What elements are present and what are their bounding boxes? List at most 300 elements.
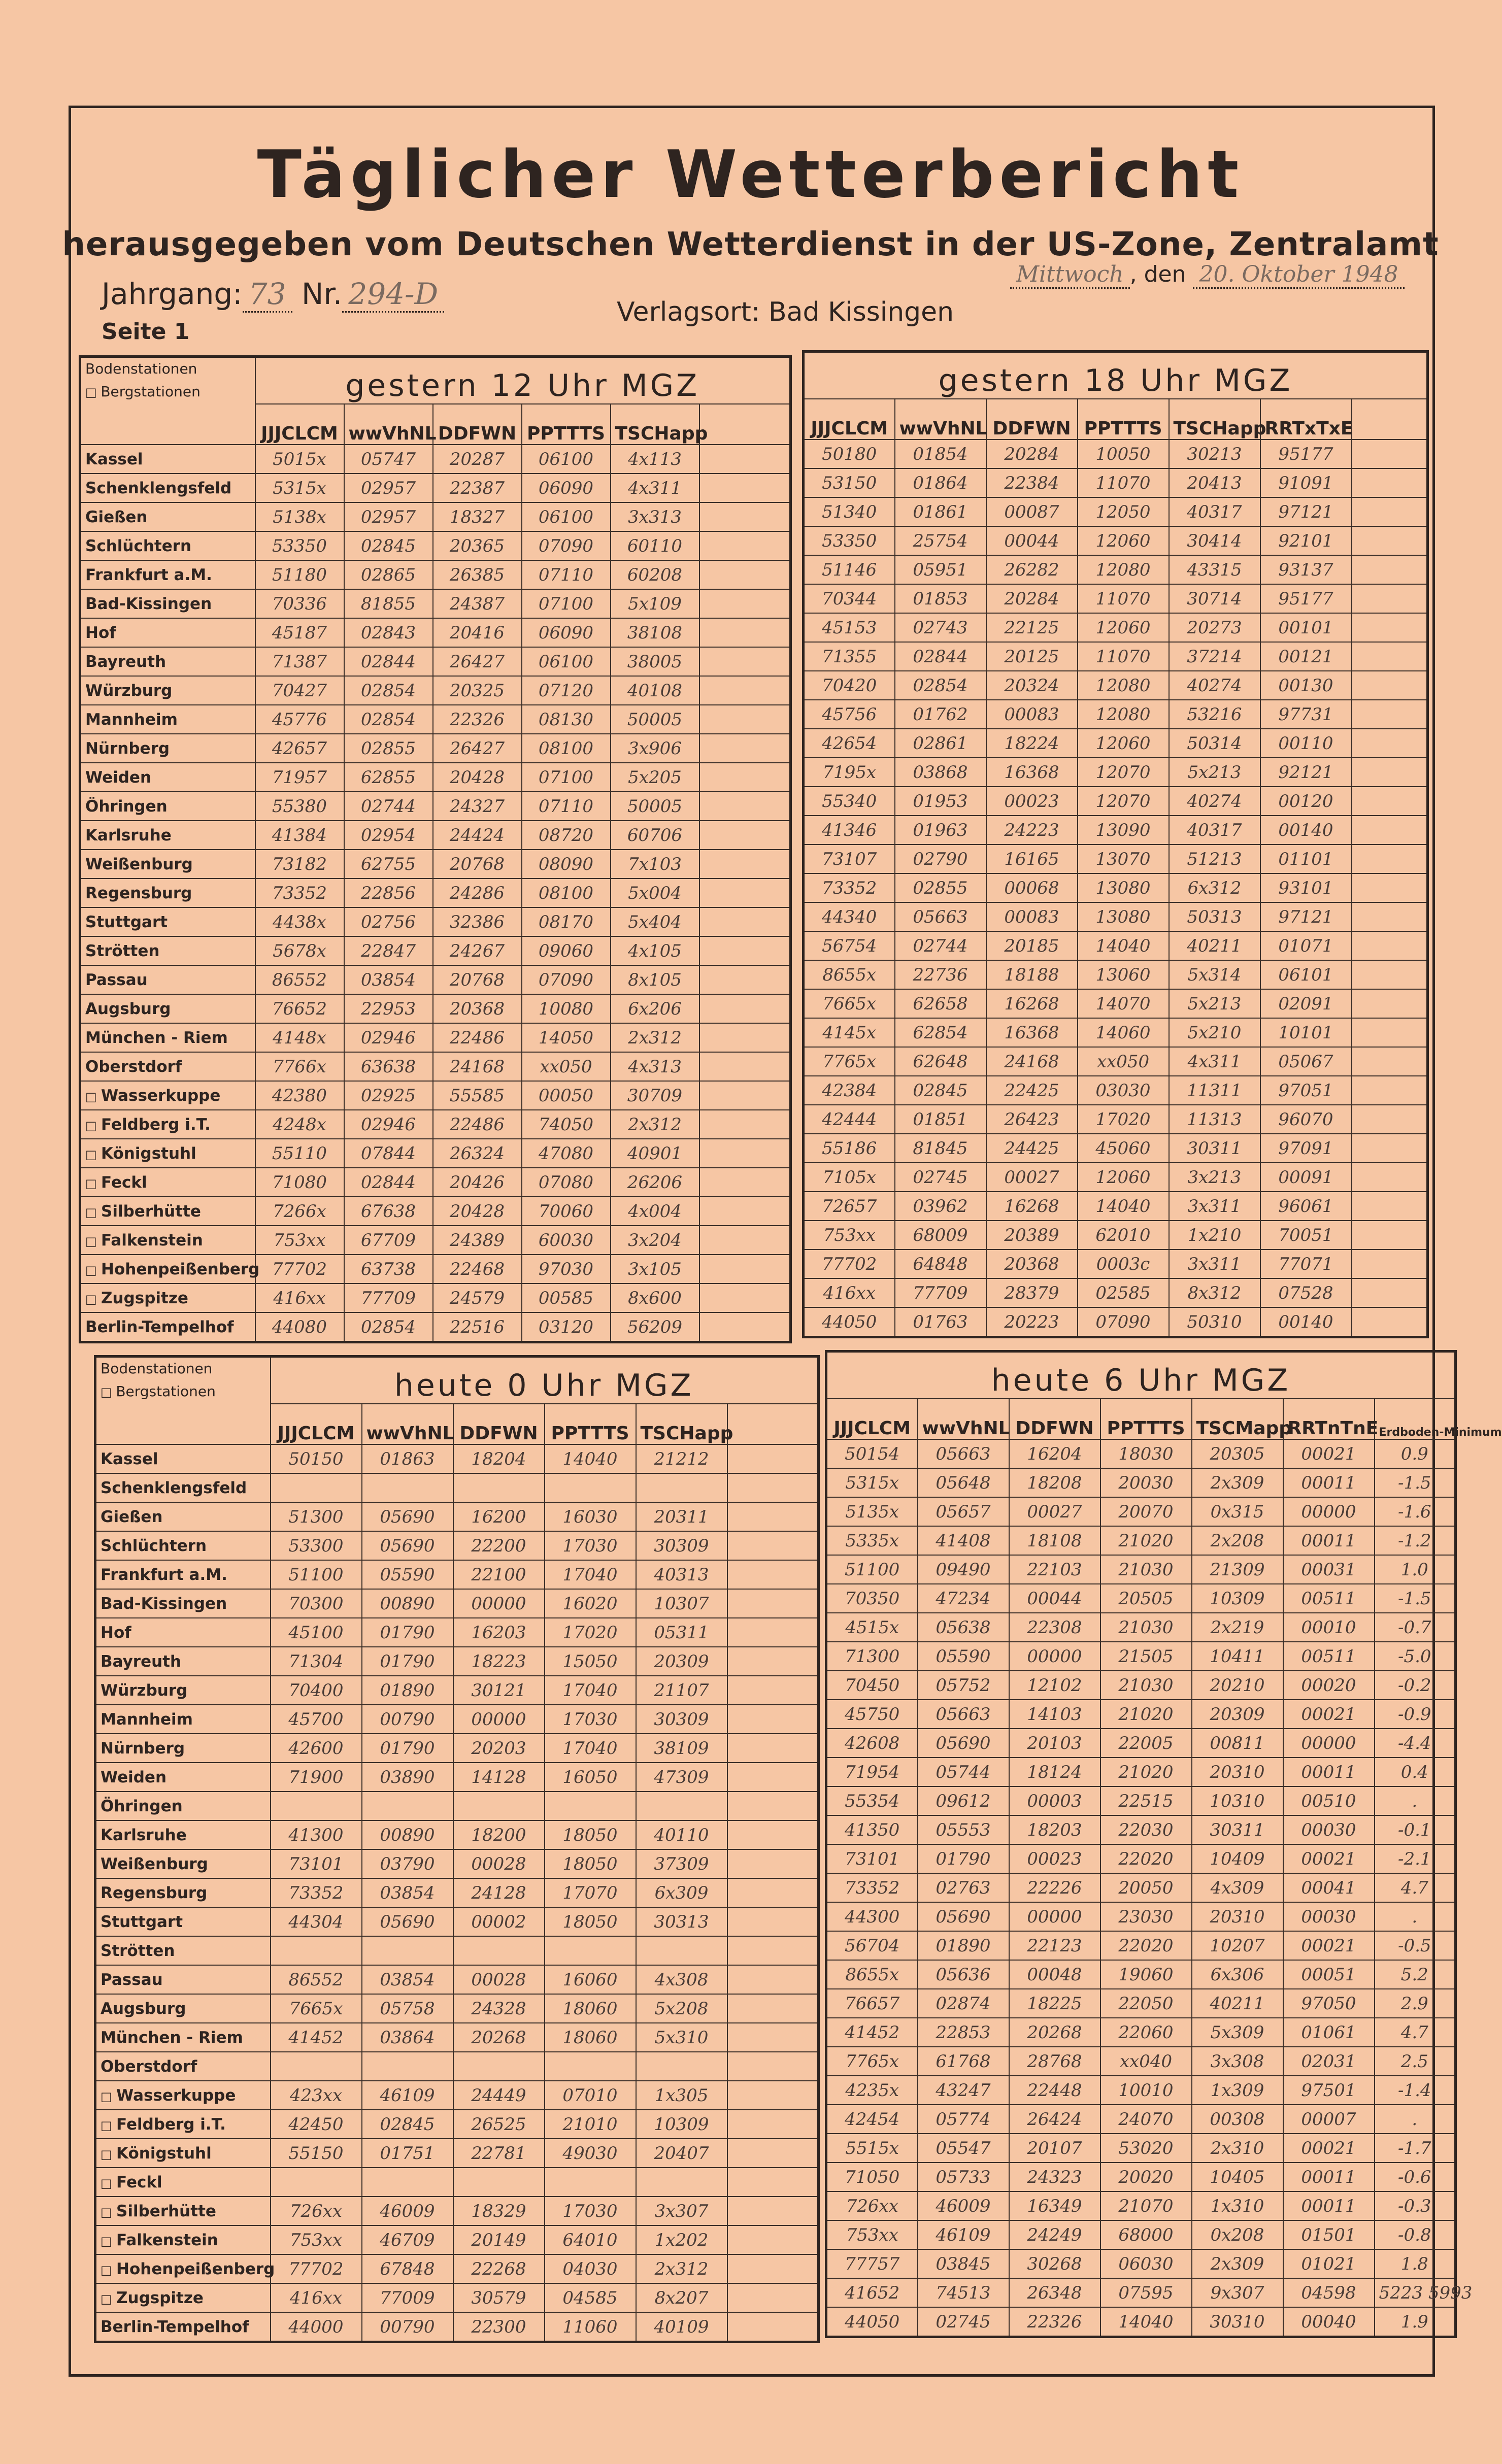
- data-cell: 55340: [804, 787, 895, 816]
- table-row: [80, 1139, 791, 1168]
- table-row: [826, 2307, 1456, 2337]
- data-cell: 05663: [918, 1439, 1009, 1468]
- data-cell: 17020: [1078, 1105, 1169, 1134]
- data-cell: 56754: [804, 931, 895, 960]
- data-cell: 41346: [804, 816, 895, 845]
- data-cell: 97030: [522, 1255, 611, 1284]
- station-name: [80, 734, 255, 763]
- data-cell: 22387: [433, 474, 522, 502]
- data-cell: 2x312: [611, 1023, 699, 1052]
- data-cell: 16200: [453, 1502, 545, 1531]
- data-cell: 00050: [522, 1081, 611, 1110]
- data-cell: 70336: [255, 589, 344, 618]
- data-cell: 62658: [895, 989, 986, 1018]
- data-cell: 55110: [255, 1139, 344, 1168]
- station-name: [95, 2023, 271, 2052]
- station-name: [95, 1994, 271, 2023]
- station-name: [95, 1473, 271, 1502]
- data-cell: 62854: [895, 1018, 986, 1047]
- data-cell: 726xx: [826, 2191, 918, 2220]
- data-cell: 1x309: [1192, 2076, 1283, 2105]
- data-cell: 60030: [522, 1226, 611, 1255]
- data-cell: 07010: [545, 2081, 636, 2110]
- data-cell: 7266x: [255, 1197, 344, 1226]
- table-row: [95, 1560, 819, 1589]
- data-cell: 22050: [1100, 1989, 1192, 2018]
- data-cell: 00044: [986, 526, 1078, 555]
- data-cell: 50313: [1169, 902, 1260, 931]
- data-cell: 40317: [1169, 497, 1260, 526]
- data-cell: 24286: [433, 879, 522, 907]
- column-header: TSCHapp: [636, 1404, 727, 1444]
- data-cell: 20368: [986, 1250, 1078, 1278]
- table-row: [80, 1312, 791, 1342]
- data-cell: 44080: [255, 1312, 344, 1342]
- station-label: München - Riem: [101, 2028, 243, 2047]
- data-cell: xx040: [1100, 2047, 1192, 2076]
- data-cell: 26206: [611, 1168, 699, 1197]
- data-cell: 18327: [433, 502, 522, 531]
- data-cell: 20407: [636, 2139, 727, 2168]
- table-row: [80, 965, 791, 994]
- table-row: [826, 1671, 1456, 1700]
- data-cell: 20210: [1192, 1671, 1283, 1700]
- square-symbol-icon: □: [101, 2118, 117, 2133]
- data-cell: 01790: [362, 1647, 453, 1676]
- data-cell: [636, 1473, 727, 1502]
- table-row: [826, 2018, 1456, 2047]
- data-cell: 62648: [895, 1047, 986, 1076]
- data-cell: 30579: [453, 2283, 545, 2312]
- data-cell: 21030: [1100, 1671, 1192, 1700]
- data-cell: 40317: [1169, 816, 1260, 845]
- station-label: Karlsruhe: [101, 1826, 187, 1844]
- empty-cell: [699, 589, 791, 618]
- station-name: [80, 589, 255, 618]
- data-cell: 14040: [545, 1444, 636, 1473]
- data-cell: 13090: [1078, 816, 1169, 845]
- data-cell: 77709: [895, 1278, 986, 1307]
- data-cell: 02790: [895, 845, 986, 873]
- data-cell: 13070: [1078, 845, 1169, 873]
- data-cell: 47309: [636, 1763, 727, 1792]
- empty-cell: [1352, 1163, 1428, 1192]
- data-cell: 97121: [1260, 902, 1352, 931]
- data-cell: 18030: [1100, 1439, 1192, 1468]
- empty-cell: [727, 1734, 819, 1763]
- data-cell: 03854: [344, 965, 433, 994]
- data-cell: 03890: [362, 1763, 453, 1792]
- empty-cell: [1352, 873, 1428, 902]
- data-cell: 97501: [1283, 2076, 1375, 2105]
- data-cell: 55380: [255, 792, 344, 821]
- empty-cell: [1352, 902, 1428, 931]
- data-cell: 73101: [271, 1849, 362, 1878]
- data-cell: 24449: [453, 2081, 545, 2110]
- data-cell: 8x105: [611, 965, 699, 994]
- station-label: Strötten: [85, 941, 160, 960]
- station-name: [95, 1965, 271, 1994]
- station-name: [95, 1792, 271, 1820]
- data-cell: 01963: [895, 816, 986, 845]
- verlagsort: Verlagsort: Bad Kissingen: [617, 297, 954, 327]
- data-cell: 50005: [611, 792, 699, 821]
- station-name: [95, 1907, 271, 1936]
- data-cell: 77009: [362, 2283, 453, 2312]
- station-label: Hohenpeißenberg: [116, 2259, 275, 2278]
- empty-cell: [727, 2168, 819, 2197]
- data-cell: 01790: [362, 1618, 453, 1647]
- data-cell: [545, 1936, 636, 1965]
- station-name: [95, 2168, 271, 2197]
- data-cell: 16020: [545, 1589, 636, 1618]
- data-cell: 05951: [895, 555, 986, 584]
- empty-cell: [727, 1763, 819, 1792]
- data-cell: 726xx: [271, 2197, 362, 2225]
- data-cell: 07090: [1078, 1307, 1169, 1337]
- station-name: [95, 1820, 271, 1849]
- data-cell: 18124: [1009, 1758, 1100, 1786]
- data-cell: 02845: [362, 2110, 453, 2139]
- station-label: Bad-Kissingen: [101, 1594, 227, 1613]
- table-row: [804, 700, 1428, 729]
- empty-cell: [699, 474, 791, 502]
- station-name: [80, 647, 255, 676]
- data-cell: 16203: [453, 1618, 545, 1647]
- table-row: [804, 584, 1428, 613]
- data-cell: 05744: [918, 1758, 1009, 1786]
- station-corner: [95, 1357, 271, 1445]
- data-cell: 05638: [918, 1613, 1009, 1642]
- data-cell: 00140: [1260, 1307, 1352, 1337]
- banner-row: [95, 1357, 819, 1404]
- table-row: [804, 989, 1428, 1018]
- data-cell: 40211: [1169, 931, 1260, 960]
- data-cell: 1x202: [636, 2225, 727, 2254]
- data-cell: 00003: [1009, 1786, 1100, 1815]
- data-cell: -4.4: [1375, 1729, 1456, 1758]
- station-name: [95, 1878, 271, 1907]
- empty-cell: [727, 1907, 819, 1936]
- data-cell: 02745: [895, 1163, 986, 1192]
- data-cell: 44000: [271, 2312, 362, 2342]
- data-cell: 24168: [986, 1047, 1078, 1076]
- table-row: [95, 2225, 819, 2254]
- table-row: [80, 792, 791, 821]
- station-label: Karlsruhe: [85, 826, 172, 845]
- data-cell: 2x208: [1192, 1526, 1283, 1555]
- data-cell: 4438x: [255, 907, 344, 936]
- empty-cell: [699, 936, 791, 965]
- station-name: [80, 792, 255, 821]
- data-cell: 17030: [545, 1531, 636, 1560]
- table-row: [804, 787, 1428, 816]
- data-cell: 22030: [1100, 1815, 1192, 1844]
- data-cell: 0.4: [1375, 1758, 1456, 1786]
- table-row: [804, 1105, 1428, 1134]
- jahrgang-line: [102, 277, 444, 311]
- station-name: [95, 1647, 271, 1676]
- data-cell: 13080: [1078, 873, 1169, 902]
- data-cell: 21020: [1100, 1526, 1192, 1555]
- data-cell: 14128: [453, 1763, 545, 1792]
- data-cell: 06090: [522, 618, 611, 647]
- data-cell: 46709: [362, 2225, 453, 2254]
- data-cell: 20107: [1009, 2134, 1100, 2163]
- data-cell: 753xx: [804, 1221, 895, 1250]
- data-cell: 20413: [1169, 468, 1260, 497]
- empty-cell: [1352, 1192, 1428, 1221]
- data-cell: 40901: [611, 1139, 699, 1168]
- empty-cell: [699, 879, 791, 907]
- table-row: [95, 1820, 819, 1849]
- data-cell: 07110: [522, 792, 611, 821]
- data-cell: 00028: [453, 1849, 545, 1878]
- data-cell: 18200: [453, 1820, 545, 1849]
- data-cell: 416xx: [804, 1278, 895, 1307]
- data-cell: 20070: [1100, 1497, 1192, 1526]
- data-cell: 10307: [636, 1589, 727, 1618]
- station-label: Öhringen: [101, 1797, 183, 1815]
- station-label: Nürnberg: [85, 739, 170, 758]
- table-row: [95, 2139, 819, 2168]
- station-name: [80, 474, 255, 502]
- data-cell: 47080: [522, 1139, 611, 1168]
- table-row: [80, 1197, 791, 1226]
- table-row: [95, 1878, 819, 1907]
- station-name: [80, 531, 255, 560]
- data-cell: 00091: [1260, 1163, 1352, 1192]
- data-cell: 10050: [1078, 440, 1169, 468]
- data-cell: 00007: [1283, 2105, 1375, 2134]
- data-cell: 24387: [433, 589, 522, 618]
- data-cell: 92101: [1260, 526, 1352, 555]
- data-cell: 70051: [1260, 1221, 1352, 1250]
- data-cell: 14040: [1078, 1192, 1169, 1221]
- table-row: [80, 705, 791, 734]
- data-cell: 01851: [895, 1105, 986, 1134]
- data-cell: 77702: [255, 1255, 344, 1284]
- data-cell: 7x103: [611, 850, 699, 879]
- table-row: [826, 1555, 1456, 1584]
- station-label: Feckl: [116, 2173, 162, 2191]
- data-cell: 00120: [1260, 787, 1352, 816]
- data-cell: 20428: [433, 1197, 522, 1226]
- data-cell: 26423: [986, 1105, 1078, 1134]
- data-cell: 14103: [1009, 1700, 1100, 1729]
- station-label: Königstuhl: [101, 1144, 196, 1163]
- data-cell: 00000: [1283, 1497, 1375, 1526]
- table-row: [826, 2134, 1456, 2163]
- square-symbol-icon: □: [101, 2234, 117, 2248]
- data-cell: 07090: [522, 531, 611, 560]
- data-cell: 24223: [986, 816, 1078, 845]
- table-row: [804, 1134, 1428, 1163]
- data-cell: 40313: [636, 1560, 727, 1589]
- empty-cell: [1352, 960, 1428, 989]
- data-cell: 42444: [804, 1105, 895, 1134]
- table-row: [95, 1792, 819, 1820]
- data-cell: [545, 1473, 636, 1502]
- data-cell: 01762: [895, 700, 986, 729]
- station-label: Berlin-Tempelhof: [85, 1318, 234, 1336]
- data-cell: 07844: [344, 1139, 433, 1168]
- data-cell: 71957: [255, 763, 344, 792]
- table-row: [826, 1468, 1456, 1497]
- data-cell: 7765x: [804, 1047, 895, 1076]
- data-cell: -0.1: [1375, 1815, 1456, 1844]
- square-symbol-icon: □: [85, 1263, 102, 1277]
- table-row: [80, 676, 791, 705]
- station-label: Schlüchtern: [101, 1536, 207, 1555]
- data-cell: 45750: [826, 1700, 918, 1729]
- data-cell: 64848: [895, 1250, 986, 1278]
- data-cell: 22125: [986, 613, 1078, 642]
- empty-cell: [1352, 555, 1428, 584]
- station-label: Bayreuth: [85, 652, 166, 671]
- data-cell: 41350: [826, 1815, 918, 1844]
- empty-cell: [699, 1168, 791, 1197]
- table-row: [804, 468, 1428, 497]
- data-cell: 20309: [636, 1647, 727, 1676]
- table-row: [804, 816, 1428, 845]
- square-symbol-icon: □: [101, 2291, 117, 2306]
- column-header: PPTTTS: [522, 404, 611, 445]
- data-cell: 50005: [611, 705, 699, 734]
- data-cell: 01751: [362, 2139, 453, 2168]
- empty-cell: [1352, 1134, 1428, 1163]
- table-row: [804, 671, 1428, 700]
- data-cell: 01863: [362, 1444, 453, 1473]
- station-label: Wasserkuppe: [116, 2086, 236, 2105]
- data-cell: 30213: [1169, 440, 1260, 468]
- empty-cell: [1352, 989, 1428, 1018]
- data-cell: 02854: [344, 1312, 433, 1342]
- data-cell: [545, 2168, 636, 2197]
- data-cell: 5x213: [1169, 758, 1260, 787]
- data-cell: 02925: [344, 1081, 433, 1110]
- table-row: [804, 497, 1428, 526]
- table-row: [804, 873, 1428, 902]
- data-cell: 00051: [1283, 1960, 1375, 1989]
- data-cell: 04598: [1283, 2278, 1375, 2307]
- data-cell: 70420: [804, 671, 895, 700]
- data-cell: 20311: [636, 1502, 727, 1531]
- station-name: [80, 1197, 255, 1226]
- data-cell: 02843: [344, 618, 433, 647]
- data-cell: 2x309: [1192, 2249, 1283, 2278]
- data-cell: 16368: [986, 1018, 1078, 1047]
- data-cell: 26282: [986, 555, 1078, 584]
- data-cell: 00021: [1283, 1700, 1375, 1729]
- data-cell: 5x210: [1169, 1018, 1260, 1047]
- data-cell: 5135x: [826, 1497, 918, 1526]
- empty-cell: [1352, 758, 1428, 787]
- station-label: Augsburg: [85, 999, 171, 1018]
- data-cell: 22468: [433, 1255, 522, 1284]
- table-row: [95, 1676, 819, 1705]
- column-header: JJJCLCM: [255, 404, 344, 445]
- data-cell: 19060: [1100, 1960, 1192, 1989]
- data-cell: 20324: [986, 671, 1078, 700]
- data-cell: [636, 2168, 727, 2197]
- data-cell: 20050: [1100, 1873, 1192, 1902]
- data-cell: 10310: [1192, 1786, 1283, 1815]
- data-cell: 62755: [344, 850, 433, 879]
- data-cell: 97121: [1260, 497, 1352, 526]
- data-cell: 62855: [344, 763, 433, 792]
- table-row: [826, 2076, 1456, 2105]
- table-row: [95, 2023, 819, 2052]
- data-cell: 20428: [433, 763, 522, 792]
- data-cell: 00023: [986, 787, 1078, 816]
- data-cell: 08100: [522, 734, 611, 763]
- data-cell: .: [1375, 1902, 1456, 1931]
- data-cell: 00101: [1260, 613, 1352, 642]
- data-cell: 18050: [545, 1907, 636, 1936]
- bodenstationen-label: Bodenstationen: [85, 360, 197, 377]
- data-cell: 51213: [1169, 845, 1260, 873]
- data-cell: 10409: [1192, 1844, 1283, 1873]
- data-cell: 4.7: [1375, 1873, 1456, 1902]
- data-cell: 24249: [1009, 2220, 1100, 2249]
- data-cell: 37309: [636, 1849, 727, 1878]
- data-cell: 02954: [344, 821, 433, 850]
- data-cell: 24425: [986, 1134, 1078, 1163]
- data-cell: 24327: [433, 792, 522, 821]
- data-cell: 53300: [271, 1531, 362, 1560]
- empty-cell: [727, 1444, 819, 1473]
- data-cell: 77071: [1260, 1250, 1352, 1278]
- station-name: [80, 1312, 255, 1342]
- data-cell: [453, 1473, 545, 1502]
- data-cell: 8x312: [1169, 1278, 1260, 1307]
- data-cell: 43315: [1169, 555, 1260, 584]
- data-cell: 37214: [1169, 642, 1260, 671]
- station-name: [80, 618, 255, 647]
- data-cell: 5315x: [826, 1468, 918, 1497]
- data-cell: 76652: [255, 994, 344, 1023]
- data-cell: 05663: [918, 1700, 1009, 1729]
- station-label: Frankfurt a.M.: [85, 565, 212, 584]
- data-cell: 20368: [433, 994, 522, 1023]
- station-label: Falkenstein: [116, 2231, 218, 2249]
- data-cell: 70400: [271, 1676, 362, 1705]
- data-cell: 22123: [1009, 1931, 1100, 1960]
- data-cell: 05690: [918, 1729, 1009, 1758]
- data-cell: 3x313: [611, 502, 699, 531]
- data-cell: 02844: [895, 642, 986, 671]
- data-cell: [545, 2052, 636, 2081]
- data-cell: 4x113: [611, 445, 699, 474]
- data-cell: 22847: [344, 936, 433, 965]
- table-row: [804, 729, 1428, 758]
- data-cell: 4515x: [826, 1613, 918, 1642]
- data-cell: 22425: [986, 1076, 1078, 1105]
- station-name: [80, 821, 255, 850]
- table-row: [804, 845, 1428, 873]
- data-cell: 44340: [804, 902, 895, 931]
- data-cell: 24070: [1100, 2105, 1192, 2134]
- station-label: Schenklengsfeld: [101, 1478, 247, 1497]
- data-cell: 9x307: [1192, 2278, 1283, 2307]
- empty-cell: [1352, 1076, 1428, 1105]
- table-banner: gestern 18 Uhr MGZ: [804, 352, 1428, 399]
- column-header: JJJCLCM: [826, 1399, 918, 1439]
- column-header: DDFWN: [453, 1404, 545, 1444]
- data-cell: 02745: [918, 2307, 1009, 2337]
- station-name: [80, 705, 255, 734]
